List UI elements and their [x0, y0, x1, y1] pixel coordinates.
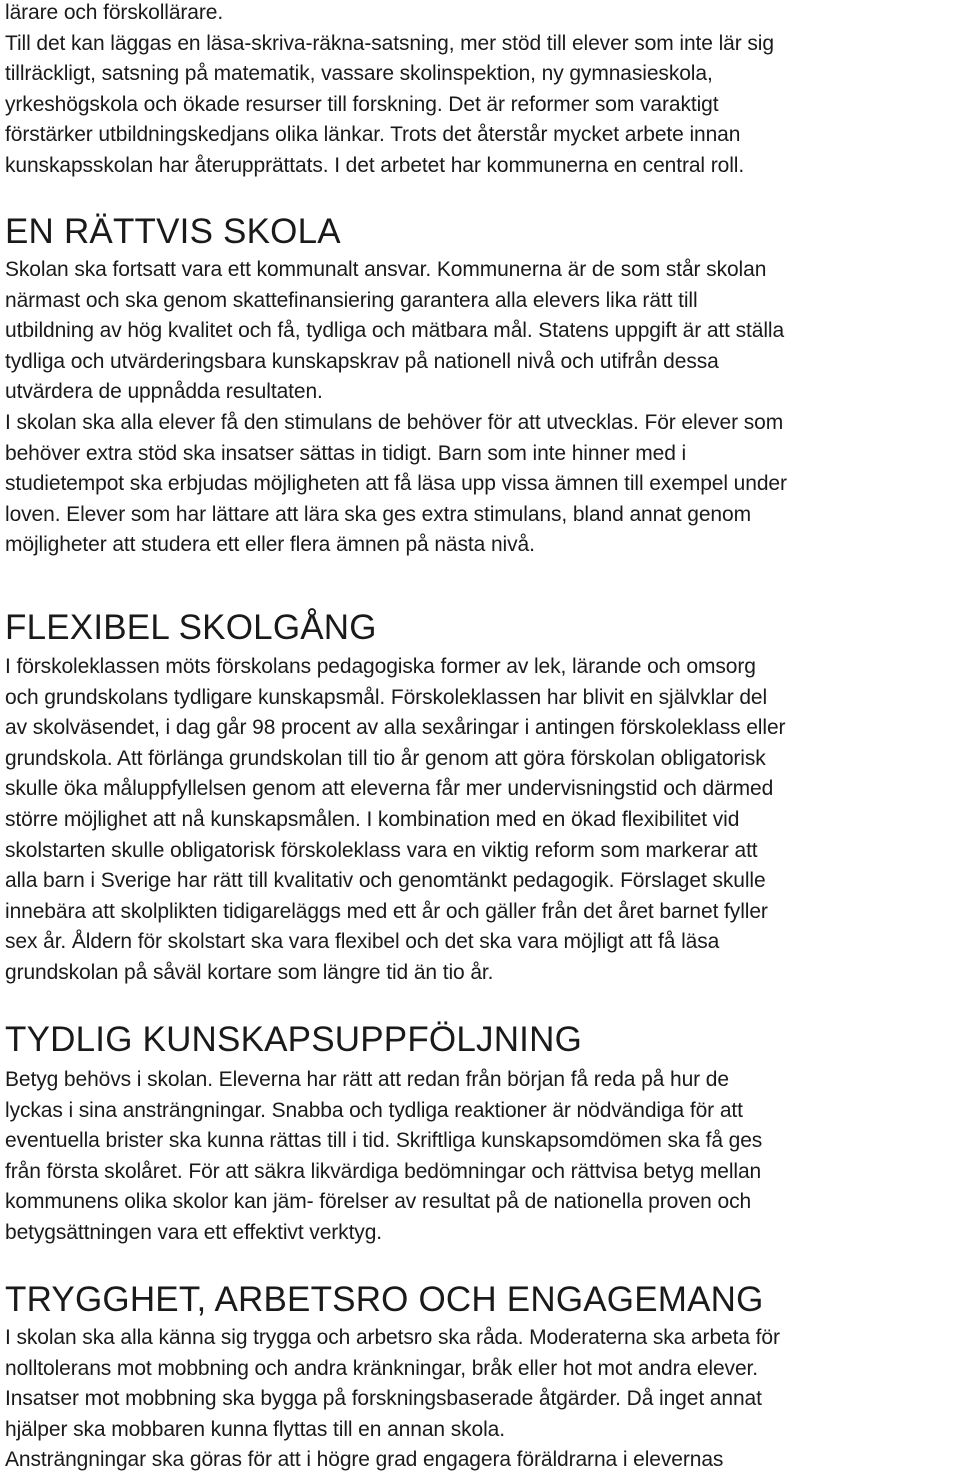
body-line: alla barn i Sverige har rätt till kvalitativ och genomtänkt pedagogik. Förslaget skulle	[5, 869, 766, 893]
body-line: lyckas i sina ansträngningar. Snabba och tydliga reaktioner är nödvändiga för att	[5, 1098, 743, 1122]
section-body	[5, 1065, 957, 1249]
section-flexibel-skolgang	[5, 608, 957, 648]
section-heading: TYDLIG KUNSKAPSUPPFÖLJNING	[5, 1020, 582, 1059]
body-line: Betyg behövs i skolan. Eleverna har rätt att redan från början få reda på hur de	[5, 1068, 729, 1091]
section-heading: EN RÄTTVIS SKOLA	[5, 212, 341, 251]
intro-line: förstärker utbildningskedjans olika länkar. Trots det återstår mycket arbete innan	[5, 123, 741, 147]
intro-line: lärare och förskollärare.	[5, 1, 224, 24]
section-heading: FLEXIBEL SKOLGÅNG	[5, 608, 377, 647]
body-line: Skolan ska fortsatt vara ett kommunalt ansvar. Kommunerna är de som står skolan	[5, 258, 767, 281]
body-line: behöver extra stöd ska insatser sättas in tidigt. Barn som inte hinner med i	[5, 441, 687, 465]
body-line: skolstarten skulle obligatorisk förskoleklass vara en viktig reform som markerar att	[5, 838, 758, 862]
body-line: sex år. Åldern för skolstart ska vara flexibel och det ska vara möjligt att få läsa	[5, 930, 720, 954]
body-line: utbildning av hög kvalitet och få, tydliga och mätbara mål. Statens uppgift är att ställa	[5, 319, 785, 343]
body-line: I skolan ska alla känna sig trygga och arbetsro ska råda. Moderaterna ska arbeta för	[5, 1326, 780, 1349]
intro-line: yrkeshögskola och ökade resurser till forskning. Det är reformer som varaktigt	[5, 92, 719, 116]
section-rattvis-skola	[5, 212, 957, 252]
body-line: grundskolan på såväl kortare som längre tid än tio år.	[5, 960, 494, 984]
intro-line: tillräckligt, satsning på matematik, vassare skolinspektion, ny gymnasieskola,	[5, 62, 713, 86]
body-line: betygsättningen vara ett effektivt verktyg.	[5, 1220, 383, 1244]
intro-paragraph	[5, 0, 957, 182]
section-tydlig-kunskapsuppfoljning	[5, 1020, 957, 1060]
body-line: Insatser mot mobbning ska bygga på forskningsbaserade åtgärder. Då inget annat	[5, 1387, 762, 1411]
section-body	[5, 1323, 957, 1476]
body-line: eventuella brister ska kunna rättas till i tid. Skriftliga kunskapsomdömen ska få ges	[5, 1129, 763, 1153]
body-line: studietempot ska erbjudas möjligheten att få läsa upp vissa ämnen till exempel under	[5, 472, 787, 496]
body-line: innebära att skolplikten tidigareläggs med ett år och gäller från det året barnet fyller	[5, 899, 768, 923]
body-line: från första skolåret. För att säkra likvärdiga bedömningar och rättvisa betyg mellan	[5, 1159, 762, 1183]
section-heading: TRYGGHET, ARBETSRO OCH ENGAGEMANG	[5, 1280, 764, 1319]
body-line: större möjlighet att nå kunskapsmålen. I kombination med en ökad flexibilitet vid	[5, 807, 740, 831]
body-line: I skolan ska alla elever få den stimulans de behöver för att utvecklas. För elever som	[5, 410, 784, 434]
body-line: tydliga och utvärderingsbara kunskapskrav på nationell nivå och utifrån dessa	[5, 349, 719, 373]
section-trygghet-arbetsro	[5, 1280, 957, 1320]
body-line: grundskola. Att förlänga grundskolan till tio år genom att göra förskolan obligatorisk	[5, 746, 766, 770]
body-line: I förskoleklassen möts förskolans pedagogiska former av lek, lärande och omsorg	[5, 655, 756, 678]
body-line: hjälper ska mobbaren kunna flyttas till en annan skola.	[5, 1417, 505, 1441]
body-line: utvärdera de uppnådda resultaten.	[5, 380, 323, 404]
section-body	[5, 652, 957, 989]
body-line: närmast och ska genom skattefinansiering garantera alla elevers lika rätt till	[5, 288, 698, 312]
body-line: och grundskolans tydligare kunskapsmål. Förskoleklassen har blivit en självklar del	[5, 685, 768, 709]
intro-line: Till det kan läggas en läsa-skriva-räkna-satsning, mer stöd till elever som inte lär sig	[5, 31, 774, 55]
body-line: av skolväsendet, i dag går 98 procent av alla sexåringar i antingen förskoleklass eller	[5, 716, 786, 740]
body-line: loven. Elever som har lättare att lära ska ges extra stimulans, bland annat genom	[5, 502, 751, 526]
intro-line: kunskapsskolan har återupprättats. I det arbetet har kommunerna en central roll.	[5, 153, 745, 177]
body-line: kommunens olika skolor kan jäm- förelser av resultat på de nationella proven och	[5, 1190, 752, 1214]
section-body	[5, 255, 957, 561]
body-line: möjligheter att studera ett eller flera ämnen på nästa nivå.	[5, 533, 535, 557]
body-line: skulle öka måluppfyllelsen genom att eleverna får mer undervisningstid och därmed	[5, 777, 774, 801]
body-line: Ansträngningar ska göras för att i högre grad engagera föräldrarna i elevernas	[5, 1448, 724, 1472]
body-line: nolltolerans mot mobbning och andra kränkningar, bråk eller hot mot andra elever.	[5, 1356, 759, 1380]
